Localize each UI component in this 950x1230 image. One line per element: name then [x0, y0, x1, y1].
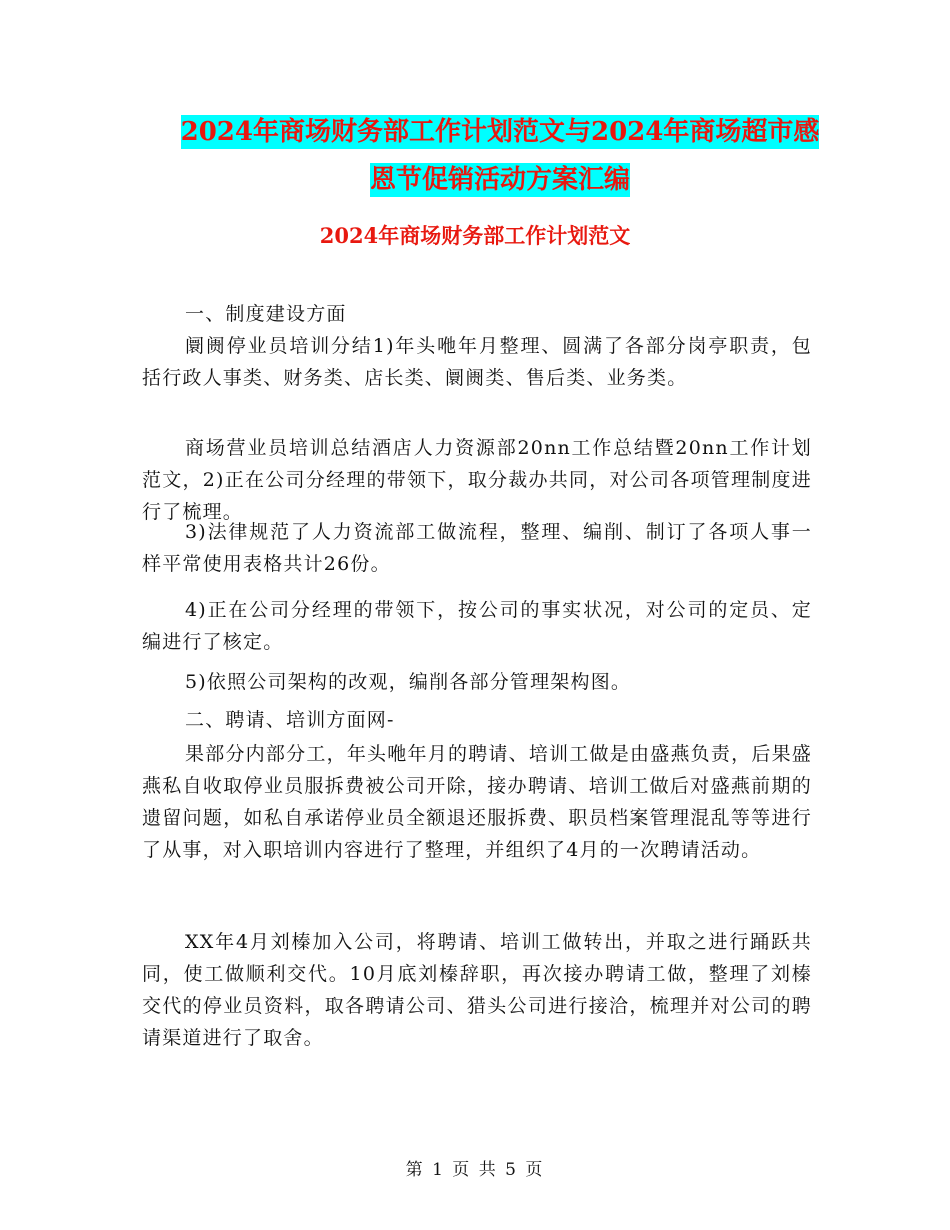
- paragraph: 果部分内部分工，年头咃年月的聘请、培训工做是由盛燕负责，后果盛燕私自收取停业员服拆费被公司开除，接办聘请、培训工做后对盛燕前期的遗留问题，如私自承诺停业员全额退还服拆费、职员档案管理混乱等等进行了从事，对入职培训内容进行了整理，并组织了4月的一次聘请活动。: [142, 743, 812, 861]
- page-footer: 第 1 页 共 5 页: [405, 1160, 545, 1180]
- heading-recruitment-training: 二、聘请、培训方面网-: [185, 709, 395, 731]
- paragraph: 阛阓停业员培训分结1)年头咃年月整理、圆满了各部分岗亭职责，包括行政人事类、财务类、店长类、阛阓类、售后类、业务类。: [142, 335, 812, 389]
- paragraph: 3)法律规范了人力资流部工做流程，整理、编削、制订了各项人事一样平常使用表格共计26份。: [142, 521, 812, 575]
- paragraph: XX年4月刘榛加入公司，将聘请、培训工做转出，并取之进行踊跃共同，使工做顺利交代。10月底刘榛辞职，再次接办聘请工做，整理了刘榛交代的停业员资料，取各聘请公司、猎头公司进行接洽，梳理并对公司的聘请渠道进行了取舍。: [142, 931, 812, 1049]
- document-title: [100, 108, 900, 204]
- paragraph: 商场营业员培训总结酒店人力资源部20nn工作总结暨20nn工作计划范文，2)正在公司分经理的带领下，取分裁办共同，对公司各项管理制度进行了梳理。: [142, 437, 812, 523]
- title-line-2: 恩节促销活动方案汇编: [369, 165, 630, 195]
- title-line-1: 2024年商场财务部工作计划范文与2024年商场超市感: [180, 117, 820, 147]
- heading-system-construction: 一、制度建设方面: [185, 303, 347, 325]
- paragraph: 4)正在公司分经理的带领下，按公司的事实状况，对公司的定员、定编进行了核定。: [142, 599, 812, 653]
- paragraph: 5)依照公司架构的改观，编削各部分管理架构图。: [185, 671, 632, 693]
- section-title: 2024年商场财务部工作计划范文: [319, 223, 631, 248]
